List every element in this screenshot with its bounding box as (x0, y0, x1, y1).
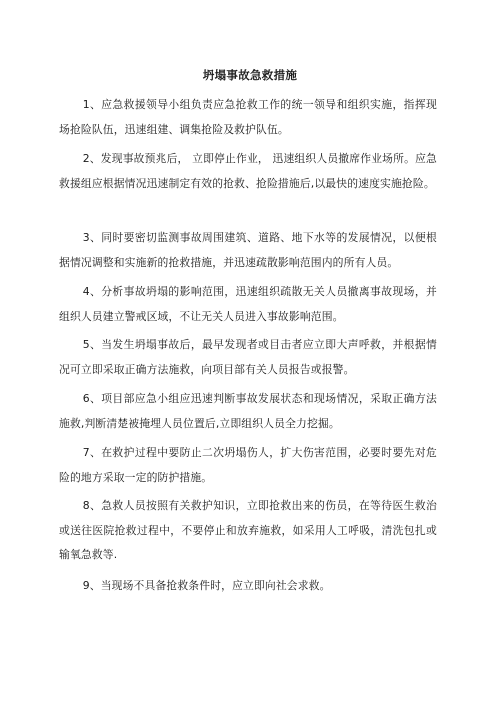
paragraph-7: 7、在救护过程中要防止二次坍塌伤人，扩大伤害范围，必要时要先对危险的地方采取一定的防护措施。 (59, 446, 437, 484)
paragraph-2: 2、发现事故预兆后， 立即停止作业， 迅速组织人员撤席作业场所。应急救援组应根据情况迅速制定有效的抢救、抢险措施后,以最快的速度实施抢险。 (59, 152, 437, 190)
paragraph-9: 9、当现场不具备抢救条件时，应立即向社会求救。 (82, 579, 331, 592)
paragraph-3: 3、同时要密切监测事故周围建筑、道路、地下水等的发展情况，以便根据情况调整和实施新的抢救措施，并迅速疏散影响范围内的所有人员。 (59, 231, 437, 269)
paragraph-8: 8、急救人员按照有关救护知识，立即抢救出来的伤员，在等待医生救治或送往医院抢救过程中，不要停止和放弃施救，如采用人工呼吸，清洗包扎或输氧急救等. (59, 499, 437, 561)
paragraph-5: 5、当发生坍塌事故后，最早发现者或目击者应立即大声呼救，并根据情况可立即采取正确方法施救，向项目部有关人员报告或报警。 (59, 338, 437, 376)
document-title: 坍塌事故急救措施 (202, 68, 298, 82)
paragraph-6: 6、项目部应急小组应迅速判断事故发展状态和现场情况，采取正确方法施救,判断清楚被掩埋人员位置后,立即组织人员全力挖掘。 (59, 392, 437, 430)
paragraph-1: 1、应急救援领导小组负责应急抢救工作的统一领导和组织实施，指挥现场抢险队伍，迅速组建、调集抢险及救护队伍。 (59, 98, 437, 136)
paragraph-4: 4、分析事故坍塌的影响范围，迅速组织疏散无关人员撤离事故现场，并组织人员建立警戒区域，不让无关人员进入事故影响范围。 (59, 285, 437, 323)
